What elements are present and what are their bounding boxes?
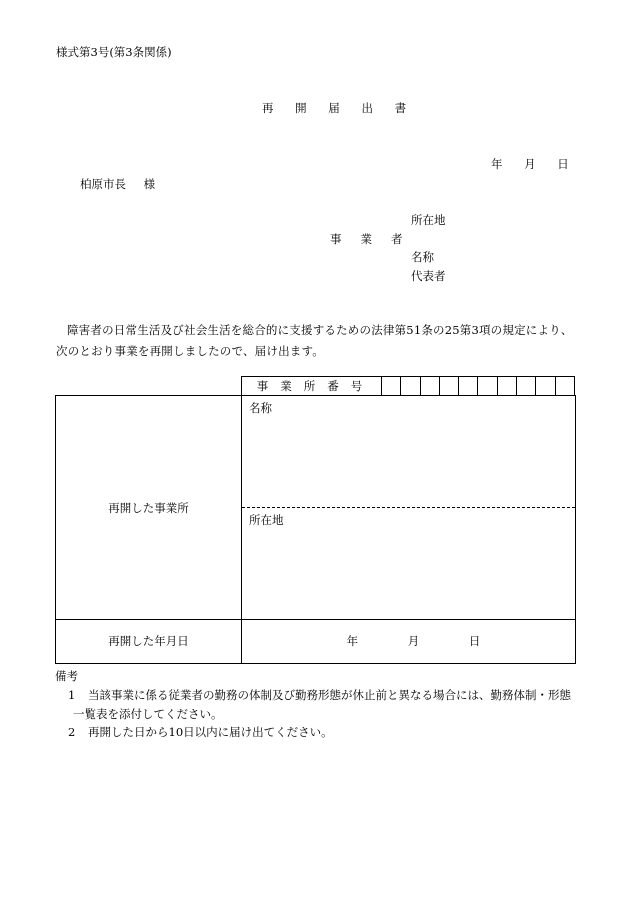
note-item — [68, 686, 580, 724]
table-divider-horizontal — [56, 619, 575, 620]
reopen-table — [55, 395, 576, 664]
office-number-digit-cell[interactable] — [478, 377, 497, 395]
applicant-representative-label: 代表者 — [411, 269, 446, 283]
reopen-date-label: 再開した年月日 — [108, 634, 189, 648]
office-address-label: 所在地 — [249, 513, 284, 527]
office-number-digit-cell[interactable] — [459, 377, 478, 395]
office-number-row — [241, 376, 575, 396]
office-number-digit-cell[interactable] — [440, 377, 459, 395]
notes-heading: 備考 — [55, 669, 78, 683]
body-text: 障害者の日常生活及び社会生活を総合的に支援するための法律第51条の25第3項の規定により、次のとおり事業を再開しましたので、届け出ます。 — [56, 323, 573, 358]
office-number-digit-cell[interactable] — [517, 377, 536, 395]
office-number-digit-cell[interactable] — [498, 377, 517, 395]
table-divider-dashed — [242, 507, 575, 508]
office-number-digit-cell[interactable] — [382, 377, 401, 395]
form-id: 様式第3号(第3条関係) — [56, 45, 172, 59]
office-number-digit-cell[interactable] — [401, 377, 420, 395]
note-number: 2 — [68, 725, 76, 739]
note-item — [68, 724, 333, 740]
office-number-label: 事業所番号 — [242, 377, 382, 395]
applicant-name-label: 名称 — [411, 250, 434, 264]
reopened-office-label: 再開した事業所 — [108, 501, 189, 515]
office-number-digit-cell[interactable] — [556, 377, 574, 395]
note-number: 1 — [68, 688, 76, 702]
table-divider-vertical — [241, 396, 242, 663]
submission-date: 年 月 日 — [491, 157, 569, 171]
page-title: 再 開 届 出 書 — [262, 101, 416, 115]
applicant-operator-label: 事業者 — [330, 232, 422, 246]
addressee: 柏原市長 様 — [80, 177, 156, 191]
office-number-digit-cell[interactable] — [421, 377, 440, 395]
applicant-address-label: 所在地 — [411, 213, 446, 227]
office-name-label: 名称 — [249, 401, 272, 415]
note-text: 再開した日から10日以内に届け出てください。 — [88, 725, 333, 739]
reopen-date-field[interactable]: 年 月 日 — [346, 634, 481, 648]
office-number-digit-cell[interactable] — [536, 377, 555, 395]
note-text-continued: 一覧表を添付してください。 — [73, 707, 223, 721]
note-text: 当該事業に係る従業者の勤務の体制及び勤務形態が休止前と異なる場合には、勤務体制・形態 — [88, 688, 571, 702]
